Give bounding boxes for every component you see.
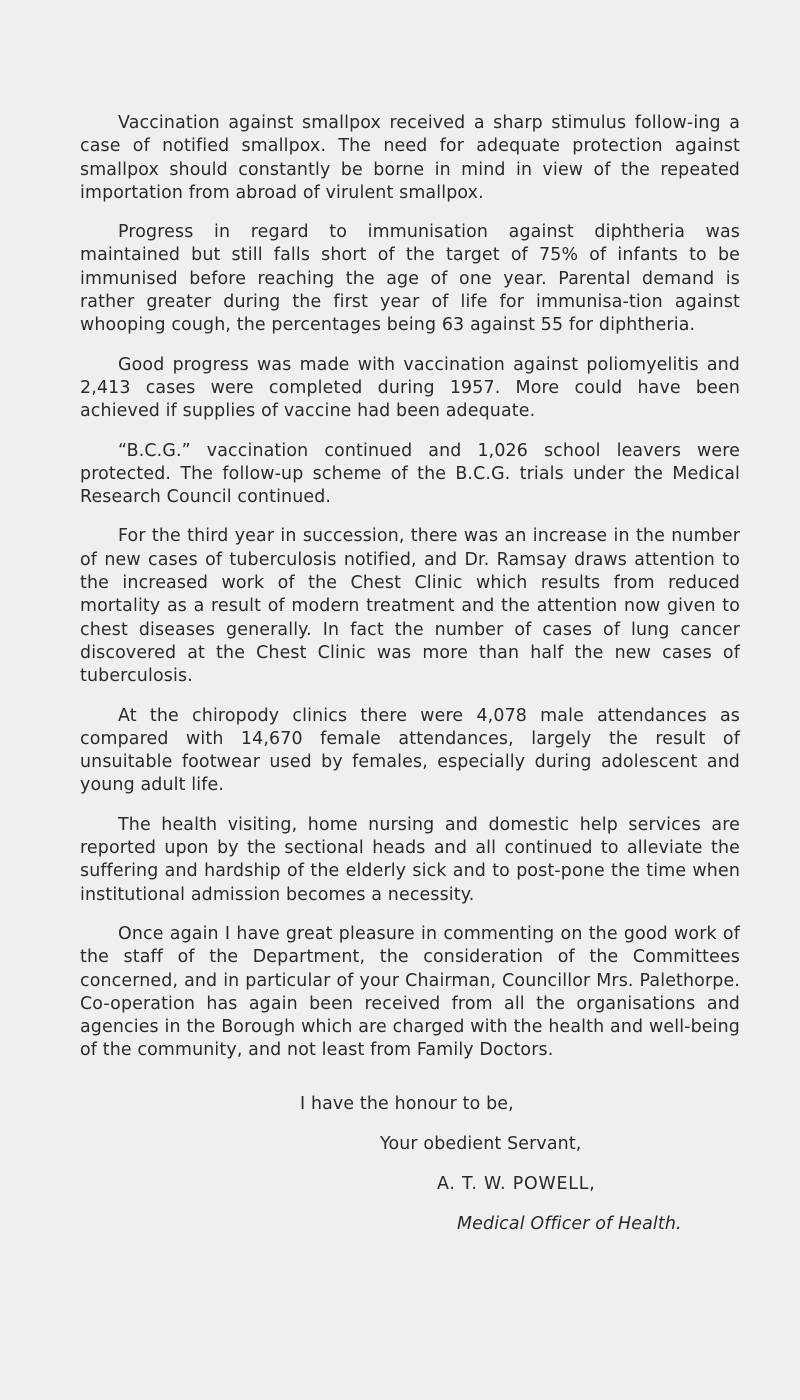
letter-closing (80, 1093, 740, 1236)
paragraph-health-visiting: The health visiting, home nursing and domestic help services are reported upon by the sectional heads and all continued to alleviate the suffering and hardship of the elderly sick and to post-pone the time when institutional admission becomes a necessity. (80, 814, 740, 905)
paragraph-bcg: “B.C.G.” vaccination continued and 1,026 school leavers were protected. The follow-up scheme of the B.C.G. trials under the Medical Research Council continued. (80, 440, 740, 508)
closing-obedient: Your obedient Servant, (380, 1133, 582, 1154)
paragraph-smallpox: Vaccination against smallpox received a sharp stimulus follow-ing a case of notified smallpox. The need for adequate protection against smallpox should constantly be borne in mind in view of the repeated importation from abroad of virulent smallpox. (80, 113, 740, 203)
closing-honour: I have the honour to be, (300, 1093, 514, 1114)
paragraph-chiropody: At the chiropody clinics there were 4,078 male attendances as compared with 14,670 female attendances, largely the result of unsuitable footwear used by females, especially during adolescent and young adult life. (80, 705, 740, 796)
paragraph-diphtheria: Progress in regard to immunisation against diphtheria was maintained but still falls short of the target of 75% of infants to be immunised before reaching the age of one year. Parental demand is rather greater during the first year of life for immunisa-tion against whooping cough, the percentages being 63 against 55 for diphtheria. (80, 222, 740, 336)
paragraph-tuberculosis: For the third year in succession, there was an increase in the number of new cases of tuberculosis notified, and Dr. Ramsay draws attention to the increased work of the Chest Clinic which results from reduced mortality as a result of modern treatment and the attention now given to chest diseases generally. In fact the number of cases of lung cancer discovered at the Chest Clinic was more than half the new cases of tuberculosis. (80, 526, 740, 687)
signatory-title: Medical Officer of Health. (457, 1213, 682, 1234)
signatory-name: A. T. W. POWELL, (437, 1173, 596, 1194)
paragraph-acknowledgements: Once again I have great pleasure in commenting on the good work of the staff of the Department, the consideration of the Committees concerned, and in particular of your Chairman, Councillor Mrs. Palethorpe. Co-operation has again been received from all the organisations and agencies in the Borough which are charged with the health and well-being of the community, and not least from Family Doctors. (80, 923, 740, 1061)
letter-body (80, 112, 740, 1253)
paragraph-poliomyelitis: Good progress was made with vaccination against poliomyelitis and 2,413 cases were completed during 1957. More could have been achieved if supplies of vaccine had been adequate. (80, 354, 740, 422)
